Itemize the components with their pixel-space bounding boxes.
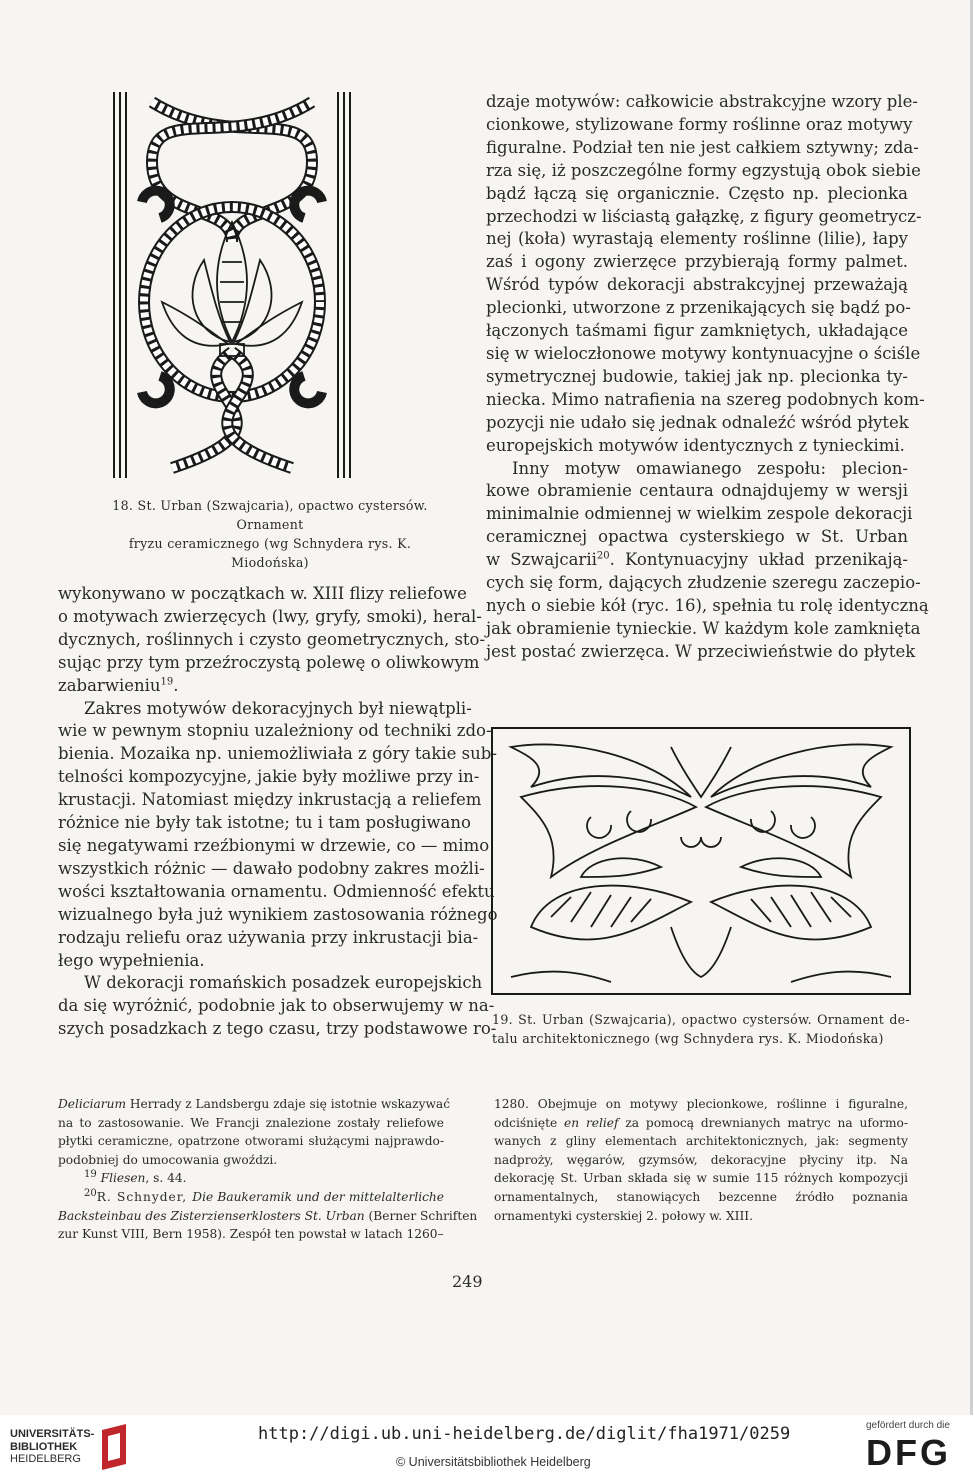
text-line: W dekoracji romańskich posadzek europejskich bbox=[84, 973, 483, 993]
right-text-column bbox=[486, 91, 929, 664]
text-line: łego wypełnienia. bbox=[58, 950, 205, 970]
text-line: dekorację St. Urban składa się w sumie 115 różnych kompozycji bbox=[494, 1171, 908, 1186]
text-line: telności kompozycyjne, jakie były możliwe przy in- bbox=[58, 767, 480, 787]
text-line: Backsteinbau des Zisterzienserklosters St. Urban (Berner Schriften bbox=[58, 1208, 478, 1223]
text-line: minimalnie odmiennej w wielkim zespole dekoracji bbox=[486, 504, 913, 524]
footnotes-left bbox=[58, 1095, 478, 1244]
text-line: na to zastosowanie. We Francji znalezione zostały reliefowe bbox=[58, 1115, 444, 1130]
copyright-notice: © Universitätsbibliothek Heidelberg bbox=[396, 1455, 591, 1469]
text-line: podobniej do umocowania gwoździ. bbox=[58, 1152, 278, 1167]
text-line: się negatywami rzeźbionymi w drzewie, co — mimo bbox=[58, 835, 490, 855]
figure-18-caption: 18. St. Urban (Szwajcaria), opactwo cystersów. Ornament fryzu ceramicznego (wg Schnydera rys. K. Miodońska) bbox=[112, 498, 428, 570]
text-line: nych o siebie kół (ryc. 16), spełnia tu rolę identyczną bbox=[486, 595, 929, 615]
text-line: krustacji. Natomiast między inkrustacją a reliefem bbox=[58, 790, 482, 810]
text-line: bienia. Mozaika np. uniemożliwiała z góry takie sub- bbox=[58, 744, 497, 764]
text-line: $^{20}$R. Schnyder, Die Baukeramik und der mittelalterliche bbox=[84, 1187, 444, 1204]
text-line: sując przy tym przeźroczystą polewę o oliwkowym bbox=[58, 652, 480, 672]
text-line: zur Kunst VIII, Bern 1958). Zespół ten powstał w latach 1260– bbox=[58, 1227, 444, 1242]
text-line: figuralne. Podział ten nie jest całkiem sztywny; zda- bbox=[486, 137, 919, 157]
text-line: Zakres motywów dekoracyjnych był niewątpli- bbox=[84, 698, 472, 718]
text-line: dycznych, roślinnych i czysto geometrycznych, sto- bbox=[58, 629, 486, 649]
text-line: różnice nie były tak istotne; tu i tam posługiwano bbox=[58, 813, 471, 833]
text-line: łączonych taśmami figur zamkniętych, układające bbox=[486, 321, 908, 341]
left-text-column bbox=[58, 583, 498, 1041]
footnotes-right bbox=[494, 1095, 908, 1225]
footnote-ref-20: 20 bbox=[596, 550, 610, 562]
text-line: 1280. Obejmuje on motywy plecionkowe, roślinne i figuralne, bbox=[494, 1097, 908, 1111]
text-line: szych posadzkach z tego czasu, trzy podstawowe ro- bbox=[58, 1019, 497, 1039]
text-line: zabarwieniu$^{19}$. bbox=[58, 675, 179, 695]
page-number: 249 bbox=[452, 1272, 483, 1291]
text-line: wanych z gliny elementach architektonicznych, jak: segmenty bbox=[494, 1134, 908, 1149]
text-line: wykonywano w początkach w. XIII flizy reliefowe bbox=[58, 584, 467, 603]
dfg-logo: DFG bbox=[866, 1432, 951, 1473]
library-logo-text: UNIVERSITÄTS- BIBLIOTHEK HEIDELBERG bbox=[10, 1428, 95, 1465]
text-line: pozycji nie udało się jednak odnaleźć wśród płytek bbox=[486, 412, 909, 432]
text-line: cionkowe, stylizowane formy roślinne oraz motywy bbox=[486, 114, 913, 134]
text-line: Deliciarum Herrady z Landsbergu zdaje się istotnie wskazywać bbox=[58, 1097, 451, 1111]
figure-19-caption: 19. St. Urban (Szwajcaria), opactwo cystersów. Ornament de- talu architektonicznego (wg Schnydera rys. K. Miodońska) bbox=[492, 1012, 910, 1046]
text-line: europejskich motywów identycznych z tynieckimi. bbox=[486, 435, 905, 455]
figure-18-ornament bbox=[112, 92, 352, 478]
text-line: Inny motyw omawianego zespołu: plecion- bbox=[512, 458, 908, 478]
text-line: nadproży, węgarów, gzymsów, dekoracyjne płyciny itp. Na bbox=[494, 1152, 908, 1167]
text-line: jak obramienie tynieckie. W każdym kole zamknięta bbox=[486, 618, 921, 638]
text-line: cych się form, dających złudzenie szeregu zaczepio- bbox=[486, 573, 921, 593]
text-line: Wśród typów dekoracji abstrakcyjnej przeważają bbox=[486, 275, 908, 295]
text-line: bądź łączą się organicznie. Często np. plecionka bbox=[486, 183, 908, 203]
text-line: ceramicznej opactwa cysterskiego w St. Urban bbox=[486, 527, 908, 547]
text-line: ornamentalnych, stanowiących bezcenne źródło poznania bbox=[494, 1189, 908, 1204]
text-line: nej (koła) wyrastają elementy roślinne (lilie), łapy bbox=[486, 229, 908, 249]
text-line: w Szwajcarii$^{20}$. Kontynuacyjny układ przenikają- bbox=[486, 550, 908, 570]
text-line: dzaje motywów: całkowicie abstrakcyjne wzory ple- bbox=[486, 92, 918, 111]
text-line: niecka. Mimo natrafienia na szereg podobnych kom- bbox=[486, 389, 925, 409]
text-line: kowe obramienie centaura odnajdujemy w wersji bbox=[486, 481, 908, 501]
text-line: wizualnego była już wynikiem zastosowania różnego bbox=[58, 904, 498, 924]
library-logo-icon bbox=[98, 1424, 132, 1470]
text-line: zaś i ogony zwierzęce przybierają formy palmet. bbox=[486, 252, 908, 272]
text-line: odciśnięte en relief za pomocą drewnianych matryc na uformo- bbox=[494, 1115, 908, 1130]
text-line: ornamentyki cysterskiej 2. połowy w. XIII. bbox=[494, 1208, 753, 1223]
text-line: $^{19}$ Fliesen, s. 44. bbox=[84, 1169, 187, 1186]
text-line: jest postać zwierzęca. W przeciwieństwie do płytek bbox=[486, 641, 916, 661]
text-line: płytki ceramiczne, opatrzone otworami służącymi najprawdo- bbox=[58, 1134, 444, 1149]
text-line: o motywach zwierzęcych (lwy, gryfy, smoki), heral- bbox=[58, 606, 482, 626]
text-line: wszystkich różnic — dawało podobny zakres możli- bbox=[58, 858, 485, 878]
text-line: wie w pewnym stopniu uzależniony od techniki zdo- bbox=[58, 721, 492, 741]
text-line: plecionki, utworzone z przenikających się bądź po- bbox=[486, 298, 911, 318]
permalink-url[interactable]: http://digi.ub.uni-heidelberg.de/diglit/fha1971/0259 bbox=[258, 1424, 791, 1444]
text-line: rodzaju reliefu oraz używania przy inkrustacji bia- bbox=[58, 927, 479, 947]
text-line: symetrycznej budowie, takiej jak np. plecionka ty- bbox=[486, 366, 908, 386]
funding-label: gefördert durch die bbox=[866, 1420, 950, 1431]
text-line: da się wyróżnić, podobnie jak to obserwujemy w na- bbox=[58, 996, 495, 1016]
text-line: wości kształtowania ornamentu. Odmienność efektu bbox=[58, 881, 495, 901]
text-line: się w wieloczłonowe motywy kontynuacyjne o ściśle bbox=[486, 343, 921, 363]
text-line: przechodzi w liściastą gałązkę, z figury geometrycz- bbox=[486, 206, 922, 226]
figure-19-ornament bbox=[491, 727, 911, 995]
footnote-ref-19: 19 bbox=[160, 676, 174, 688]
text-line: rza się, iż poszczególne formy egzystują obok siebie bbox=[486, 160, 921, 180]
